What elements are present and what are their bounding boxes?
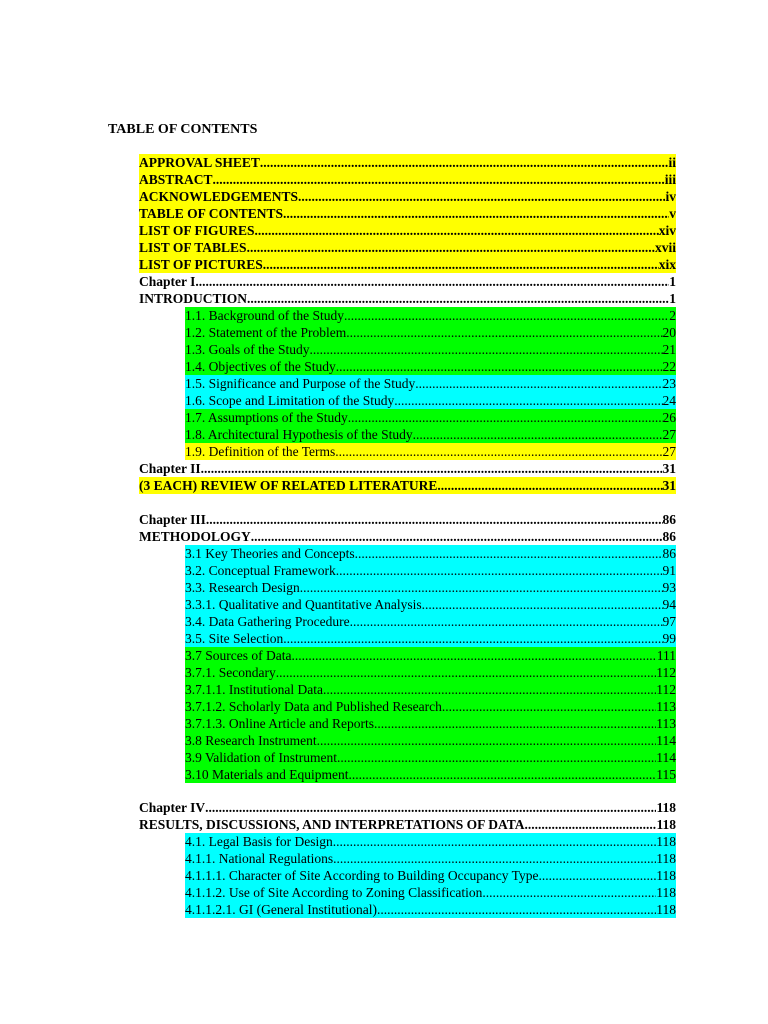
toc-entry	[185, 901, 676, 918]
toc-entry-label: 3.10 Materials and Equipment	[185, 767, 349, 782]
toc-entry-label: 1.1. Background of the Study	[185, 308, 344, 323]
toc-entry-page-number: 93	[662, 580, 676, 595]
toc-leader-dots	[333, 850, 656, 867]
toc-entry-page-number: 1	[669, 274, 676, 289]
toc-entry-label: LIST OF TABLES	[139, 240, 247, 255]
toc-entry-label: 3.7 Sources of Data	[185, 648, 292, 663]
toc-entry	[185, 341, 676, 358]
toc-entry	[139, 799, 676, 816]
toc-leader-dots	[336, 358, 663, 375]
toc-entry-page-number: 114	[656, 750, 676, 765]
toc-entry-label: (3 EACH) REVIEW OF RELATED LITERATURE	[139, 478, 438, 493]
toc-entry-label: 3.4. Data Gathering Procedure	[185, 614, 350, 629]
toc-entry	[139, 816, 676, 833]
toc-entry	[139, 171, 676, 188]
toc-entry-page-number: 2	[669, 308, 676, 323]
toc-entry	[139, 460, 676, 477]
toc-entry-page-number: iv	[665, 189, 676, 204]
toc-entry-label: 3.1 Key Theories and Concepts	[185, 546, 355, 561]
toc-entry-page-number: 86	[662, 546, 676, 561]
toc-entry-label: ACKNOWLEDGEMENTS	[139, 189, 299, 204]
toc-entry-label: 1.2. Statement of the Problem	[185, 325, 347, 340]
toc-entry	[139, 256, 676, 273]
toc-entry-page-number: 27	[662, 427, 676, 442]
toc-entry-label: 1.4. Objectives of the Study	[185, 359, 336, 374]
toc-entry-label: 3.8 Research Instrument	[185, 733, 317, 748]
toc-entry-label: 1.9. Definition of the Terms	[185, 444, 336, 459]
toc-entry	[185, 613, 676, 630]
toc-entry-label: Chapter II	[139, 461, 201, 476]
toc-entry-page-number: 20	[662, 325, 676, 340]
toc-entry-page-number: 113	[656, 716, 676, 731]
toc-entry-page-number: 118	[656, 817, 676, 832]
toc-entry-label: Chapter IV	[139, 800, 206, 815]
toc-entry-page-number: 115	[656, 767, 676, 782]
toc-leader-dots	[442, 698, 656, 715]
toc-entry-label: 1.5. Significance and Purpose of the Study	[185, 376, 416, 391]
toc-leader-dots	[206, 511, 663, 528]
toc-leader-dots	[333, 833, 657, 850]
toc-entry-page-number: iii	[664, 172, 676, 187]
toc-entry	[185, 358, 676, 375]
toc-entry-page-number: 112	[656, 665, 676, 680]
toc-entry-page-number: 86	[662, 529, 676, 544]
toc-leader-dots	[335, 443, 662, 460]
toc-entry	[139, 188, 676, 205]
toc-leader-dots	[251, 528, 663, 545]
toc-entry	[139, 290, 676, 307]
toc-entry-label: 3.3. Research Design	[185, 580, 300, 595]
toc-leader-dots	[337, 749, 656, 766]
toc-entry-label: RESULTS, DISCUSSIONS, AND INTERPRETATIONS OF DATA	[139, 817, 525, 832]
toc-entry	[185, 579, 676, 596]
toc-leader-dots	[247, 290, 669, 307]
toc-entry-label: 1.7. Assumptions of the Study	[185, 410, 348, 425]
toc-entry-label: TABLE OF CONTENTS	[139, 206, 284, 221]
toc-leader-dots	[283, 630, 662, 647]
toc-entry-label: Chapter III	[139, 512, 206, 527]
toc-entry-page-number: 22	[662, 359, 676, 374]
toc-entry-label: 4.1.1.2.1. GI (General Institutional)	[185, 902, 377, 917]
toc-leader-dots	[437, 477, 662, 494]
toc-leader-dots	[213, 171, 665, 188]
toc-leader-dots	[350, 613, 663, 630]
toc-heading: TABLE OF CONTENTS	[108, 122, 258, 137]
toc-leader-dots	[205, 799, 656, 816]
toc-entry-label: 3.5. Site Selection	[185, 631, 284, 646]
toc-entry	[185, 681, 676, 698]
toc-entry-page-number: 31	[662, 461, 676, 476]
toc-leader-dots	[415, 375, 662, 392]
toc-entry	[185, 749, 676, 766]
toc-leader-dots	[336, 562, 663, 579]
toc-leader-dots	[413, 426, 663, 443]
toc-entry-label: 3.9 Validation of Instrument	[185, 750, 337, 765]
toc-entry-label: 4.1.1.1. Character of Site According to Building Occupancy Type	[185, 868, 539, 883]
toc-entry-label: INTRODUCTION	[139, 291, 248, 306]
toc-entry-label: 1.3. Goals of the Study	[185, 342, 310, 357]
toc-entry	[185, 732, 676, 749]
toc-leader-dots	[538, 867, 656, 884]
toc-entry-page-number: 112	[656, 682, 676, 697]
toc-entry	[185, 324, 676, 341]
toc-leader-dots	[394, 392, 662, 409]
toc-entry-page-number: 27	[662, 444, 676, 459]
toc-entry-page-number: 23	[662, 376, 676, 391]
toc-entry	[185, 630, 676, 647]
toc-entry-label: Chapter I	[139, 274, 196, 289]
toc-leader-dots	[247, 239, 655, 256]
toc-entry-page-number: ii	[668, 155, 676, 170]
toc-leader-dots	[348, 766, 656, 783]
toc-leader-dots	[310, 341, 663, 358]
toc-entry-page-number: 91	[662, 563, 676, 578]
toc-entry-label: 4.1. Legal Basis for Design	[185, 834, 333, 849]
toc-entry-label: 4.1.1. National Regulations	[185, 851, 334, 866]
toc-entry	[139, 222, 676, 239]
toc-entry-page-number: xvii	[654, 240, 676, 255]
toc-entry-label: 1.6. Scope and Limitation of the Study	[185, 393, 395, 408]
toc-entry	[185, 562, 676, 579]
toc-entry-label: METHODOLOGY	[139, 529, 251, 544]
toc-entry-page-number: 1	[669, 291, 676, 306]
toc-entry-label: 3.3.1. Qualitative and Quantitative Analysis	[185, 597, 422, 612]
toc-leader-dots	[422, 596, 663, 613]
toc-entry-label: 3.7.1.3. Online Article and Reports	[185, 716, 374, 731]
toc-entry	[185, 375, 676, 392]
toc-leader-dots	[298, 188, 665, 205]
toc-entry-page-number: 118	[656, 800, 676, 815]
toc-leader-dots	[291, 647, 656, 664]
toc-entry	[139, 239, 676, 256]
toc-entry-label: APPROVAL SHEET	[139, 155, 260, 170]
toc-entry	[185, 850, 676, 867]
toc-leader-dots	[283, 205, 669, 222]
toc-entry-page-number: 118	[656, 885, 676, 900]
toc-entry	[185, 409, 676, 426]
toc-leader-dots	[323, 681, 656, 698]
toc-entry	[185, 443, 676, 460]
toc-entry	[185, 307, 676, 324]
toc-entry-label: 3.7.1. Secondary	[185, 665, 276, 680]
toc-entry	[185, 426, 676, 443]
toc-entry-page-number: 94	[662, 597, 676, 612]
toc-entry-page-number: 24	[662, 393, 676, 408]
toc-leader-dots	[374, 715, 656, 732]
toc-entry-label: 4.1.1.2. Use of Site According to Zoning Classification	[185, 885, 483, 900]
toc-entry	[185, 664, 676, 681]
toc-entry-page-number: 99	[662, 631, 676, 646]
toc-entry	[185, 647, 676, 664]
toc-leader-dots	[300, 579, 663, 596]
toc-entry-page-number: 26	[662, 410, 676, 425]
toc-entry	[139, 477, 676, 494]
toc-leader-dots	[263, 256, 659, 273]
toc-entry-page-number: xiv	[658, 223, 676, 238]
toc-entry-page-number: 118	[656, 851, 676, 866]
toc-leader-dots	[255, 222, 659, 239]
toc-entry-page-number: v	[669, 206, 676, 221]
toc-entry-label: 3.7.1.1. Institutional Data	[185, 682, 323, 697]
toc-entry-page-number: 111	[656, 648, 676, 663]
toc-entry-page-number: 113	[656, 699, 676, 714]
toc-entry-page-number: 31	[662, 478, 676, 493]
toc-entry-page-number: 97	[662, 614, 676, 629]
toc-entry	[139, 273, 676, 290]
toc-entry	[185, 392, 676, 409]
toc-entry-label: 1.8. Architectural Hypothesis of the Study	[185, 427, 413, 442]
toc-entry	[139, 528, 676, 545]
toc-leader-dots	[317, 732, 657, 749]
toc-entry-label: ABSTRACT	[139, 172, 213, 187]
toc-entry-label: 3.2. Conceptual Framework	[185, 563, 336, 578]
toc-entry	[185, 884, 676, 901]
toc-leader-dots	[276, 664, 657, 681]
toc-leader-dots	[344, 307, 669, 324]
toc-entry-page-number: xix	[658, 257, 676, 272]
toc-entry	[139, 205, 676, 222]
toc-entry-page-number: 114	[656, 733, 676, 748]
toc-leader-dots	[524, 816, 656, 833]
toc-entry	[185, 833, 676, 850]
toc-entry-label: 3.7.1.2. Scholarly Data and Published Research	[185, 699, 442, 714]
toc-entry-page-number: 118	[656, 868, 676, 883]
toc-leader-dots	[346, 324, 662, 341]
toc-entry	[185, 766, 676, 783]
toc-entry	[185, 596, 676, 613]
toc-entry	[185, 698, 676, 715]
toc-entry	[185, 545, 676, 562]
toc-entry-page-number: 118	[656, 834, 676, 849]
toc-leader-dots	[260, 154, 669, 171]
toc-leader-dots	[201, 460, 663, 477]
toc-entry	[139, 154, 676, 171]
toc-entry	[139, 511, 676, 528]
toc-leader-dots	[195, 273, 669, 290]
toc-entry-page-number: 118	[656, 902, 676, 917]
toc-leader-dots	[348, 409, 663, 426]
toc-entry	[185, 715, 676, 732]
toc-entry	[185, 867, 676, 884]
toc-entry-page-number: 86	[662, 512, 676, 527]
toc-leader-dots	[377, 901, 656, 918]
toc-entry-label: LIST OF PICTURES	[139, 257, 263, 272]
toc-entry-label: LIST OF FIGURES	[139, 223, 255, 238]
toc-leader-dots	[482, 884, 656, 901]
toc-leader-dots	[355, 545, 663, 562]
toc-entry-page-number: 21	[662, 342, 676, 357]
